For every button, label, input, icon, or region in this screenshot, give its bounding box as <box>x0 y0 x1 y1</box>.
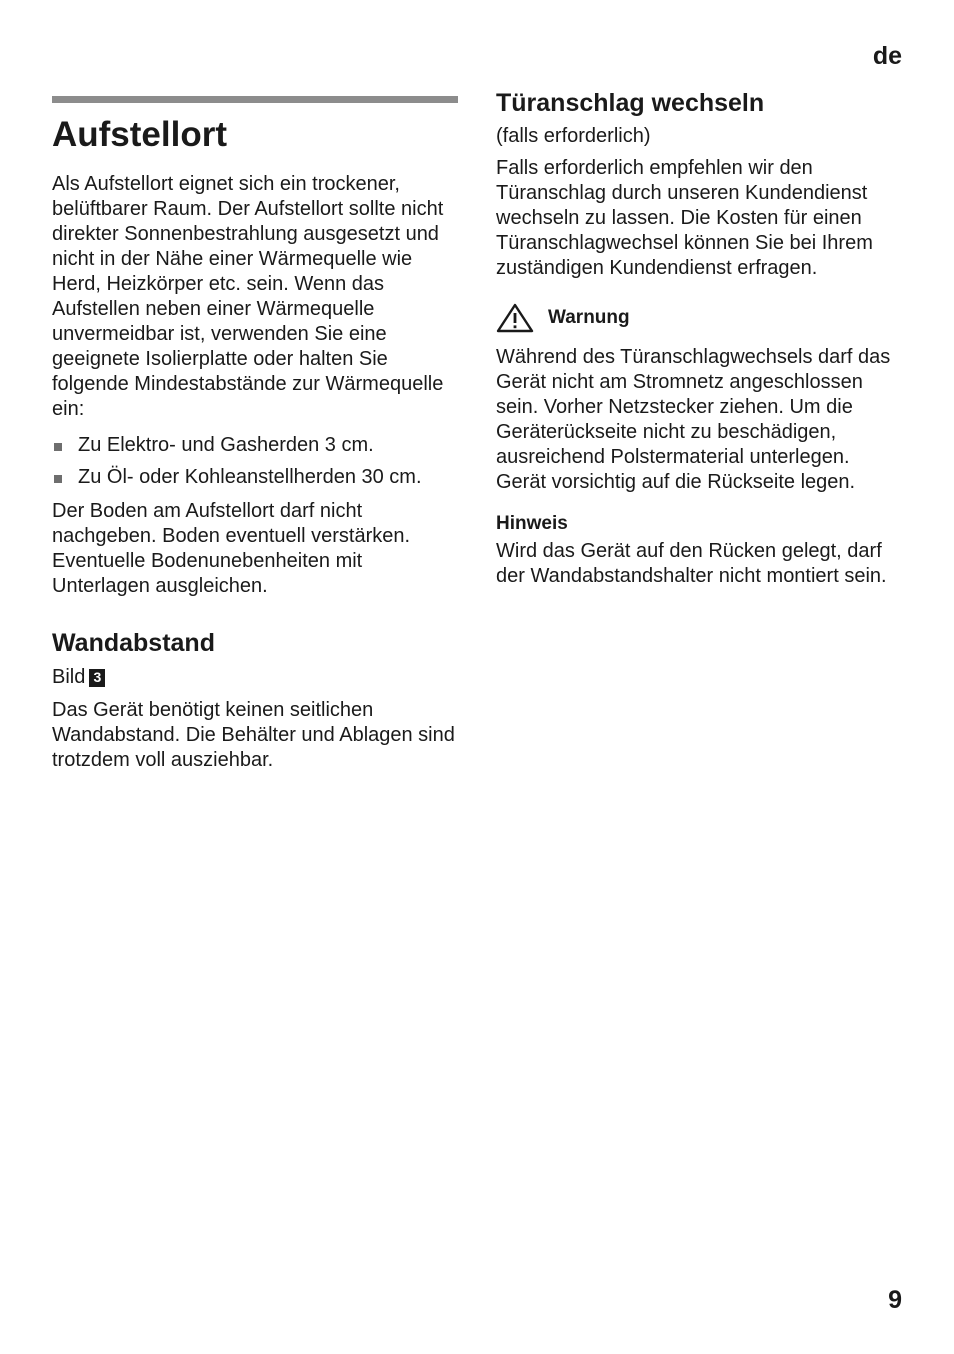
square-bullet-icon <box>54 475 62 483</box>
right-column <box>496 88 902 598</box>
figure-reference <box>52 665 458 690</box>
hint-label: Hinweis <box>496 513 568 535</box>
left-column <box>52 96 458 782</box>
wandabstand-text: Das Gerät benötigt keinen seitlichen Wandabstand. Die Behälter und Ablagen sind trotzdem voll ausziehbar. <box>52 698 455 771</box>
list-item-text: Zu Elektro- und Gasherden 3 cm. <box>78 434 374 457</box>
distance-list <box>52 433 458 490</box>
list-item-text: Zu Öl- oder Kohleanstellherden 30 cm. <box>78 466 422 489</box>
page-number: 9 <box>888 1286 902 1314</box>
warning-label: Warnung <box>548 307 630 329</box>
section-rule <box>52 96 458 103</box>
hint-text: Wird das Gerät auf den Rücken gelegt, darf der Wandabstandshalter nicht montiert sein. <box>496 539 887 587</box>
aufstellort-intro: Als Aufstellort eignet sich ein trockener, belüftbarer Raum. Der Aufstellort sollte nicht direkter Sonnenbestrahlung ausgesetzt und nicht in der Nähe einer Wärmequelle wie Herd, Heizkörper etc. sein. Wenn das Aufstellen neben einer Wärmequelle unvermeidbar ist, verwenden Sie eine geeignete Isolierplatte oder halten Sie folgende Mindestabstände zur Wärmequelle ein: <box>52 173 444 421</box>
warning-triangle-icon <box>496 303 534 333</box>
tueranschlag-subtitle: (falls erforderlich) <box>496 125 651 148</box>
language-code: de <box>872 42 902 70</box>
square-bullet-icon <box>54 443 62 451</box>
warning-text: Während des Türanschlagwechsels darf das Gerät nicht am Stromnetz angeschlossen sein. Vorher Netzstecker ziehen. Um die Geräterückseite nicht zu beschädigen, ausreichend Polstermaterial unterlegen. Gerät vorsichtig auf die Rückseite legen. <box>496 346 891 494</box>
list-item <box>52 465 458 490</box>
list-item <box>52 433 458 458</box>
tueranschlag-text: Falls erforderlich empfehlen wir den Türanschlag durch unseren Kundendienst wechseln zu lassen. Die Kosten für einen Türanschlagwechsel können Sie bei Ihrem zuständigen Kundendienst erfragen. <box>496 157 873 280</box>
section-title-aufstellort: Aufstellort <box>52 115 227 154</box>
section-title-tueranschlag: Türanschlag wechseln <box>496 89 765 117</box>
figure-label: Bild <box>52 665 86 688</box>
warning-heading <box>496 303 902 333</box>
figure-number-badge: 3 <box>89 669 105 687</box>
aufstellort-floor: Der Boden am Aufstellort darf nicht nachgeben. Boden eventuell verstärken. Eventuelle Bodenunebenheiten mit Unterlagen ausgleichen. <box>52 500 411 598</box>
section-title-wandabstand: Wandabstand <box>52 629 215 658</box>
